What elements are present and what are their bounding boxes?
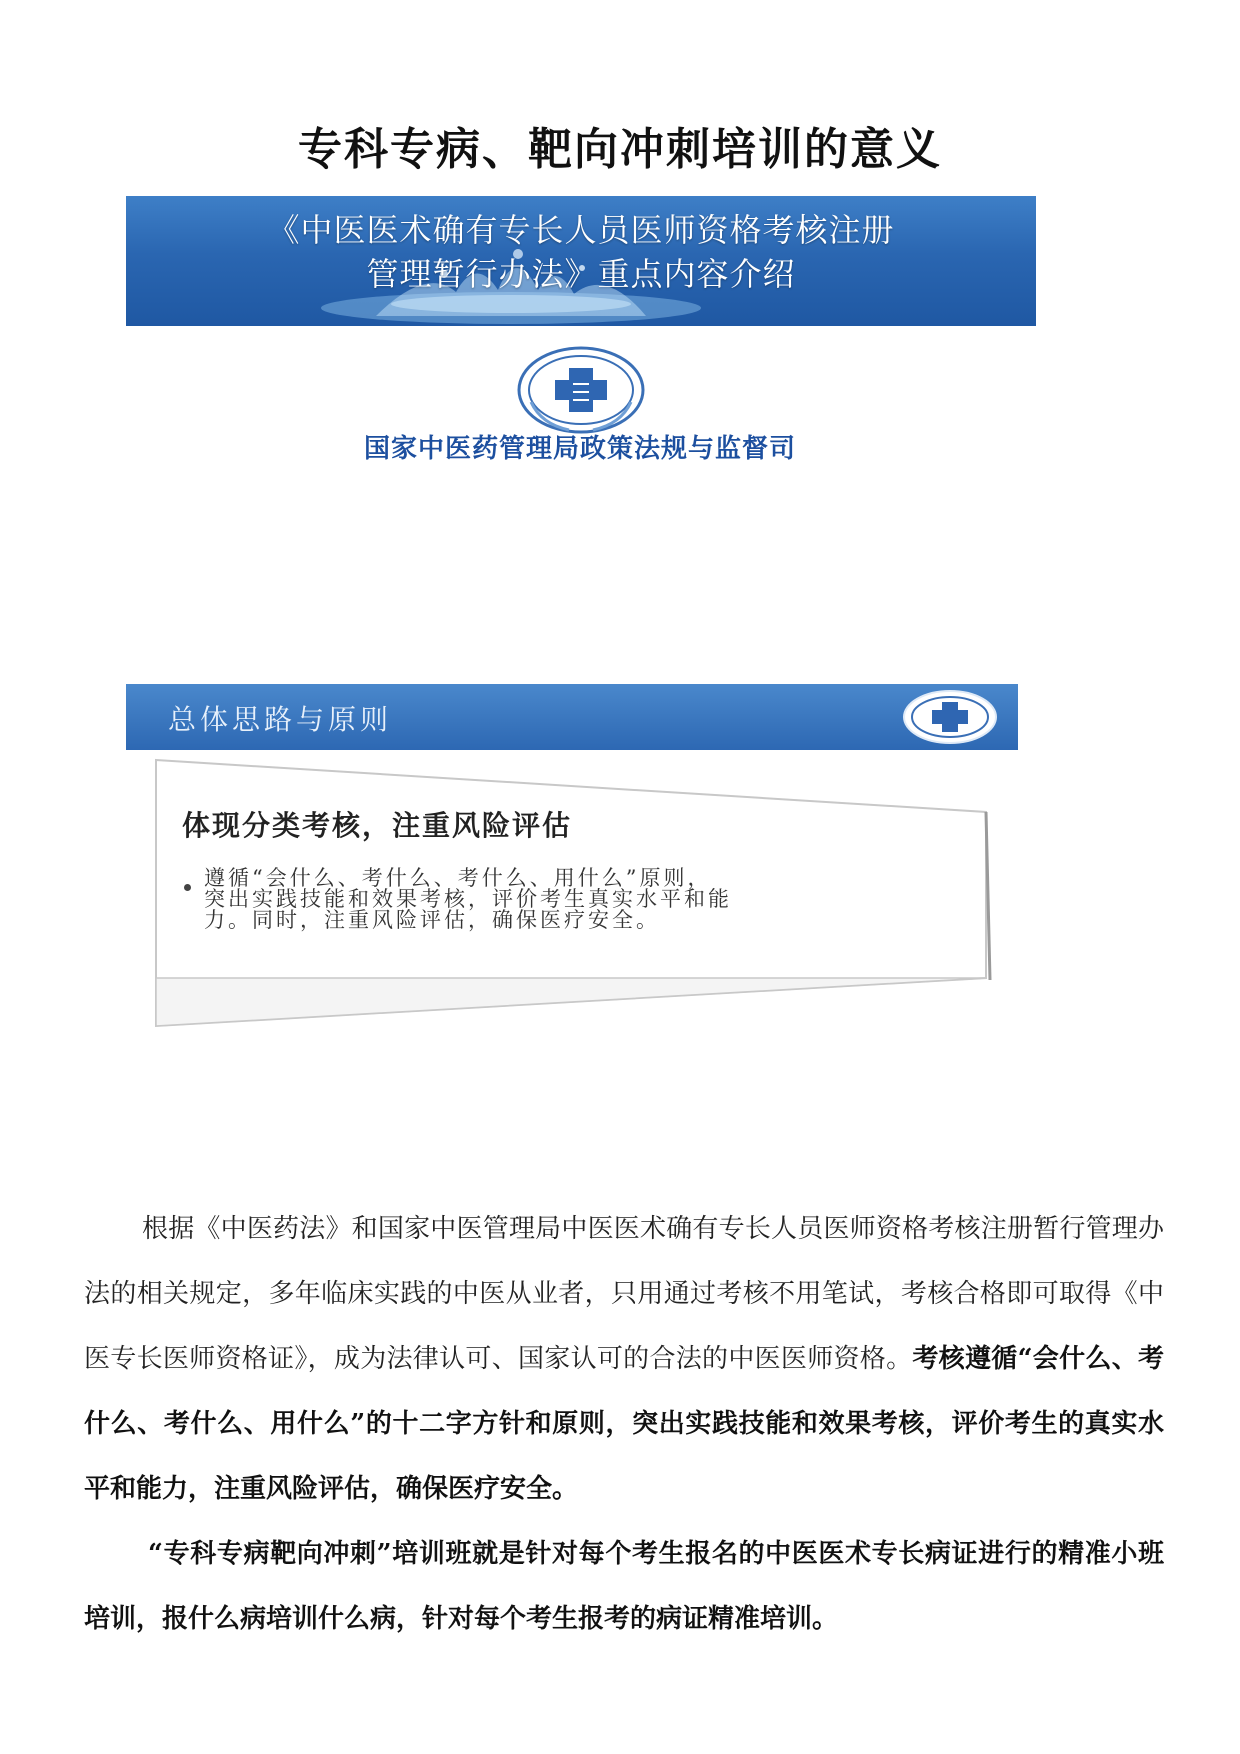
card-heading: 体现分类考核，注重风险评估 xyxy=(182,809,573,842)
slide2-header xyxy=(126,684,1018,750)
medical-cross-emblem-icon xyxy=(511,340,651,436)
card-bullet-line-1: 遵循“会什么、考什么、考什么、用什么”原则， xyxy=(204,866,712,890)
paragraph-2: “专科专病靶向冲刺”培训班就是针对每个考生报名的中医医术专长病证进行的精准小班培训，报什么病培训什么病，针对每个考生报考的病证精准培训。 xyxy=(84,1539,1164,1634)
bullet-dot xyxy=(184,884,191,891)
paragraph-1-bold-text: 考核遵循“会什么、考什么、考什么、用什么”的十二字方针和原则，突出实践技能和效果考核，评价考生的真实水平和能力，注重风险评估，确保医疗安全。 xyxy=(84,1344,1164,1504)
slide1-banner-text xyxy=(126,208,1036,296)
banner-line-2: 管理暂行办法》重点内容介绍 xyxy=(366,255,796,293)
card-bullet-text xyxy=(204,868,944,931)
paragraph-1 xyxy=(84,1197,1164,1522)
card-bullet-line-2: 突出实践技能和效果考核，评价考生真实水平和能 xyxy=(204,887,732,911)
page-title: 专科专病、靶向冲刺培训的意义 xyxy=(298,124,942,175)
medical-cross-emblem-icon xyxy=(900,688,1000,746)
organization-name: 国家中医药管理局政策法规与监督司 xyxy=(363,434,796,464)
slide1-banner xyxy=(126,196,1036,326)
slide2-header-title: 总体思路与原则 xyxy=(168,703,393,736)
banner-line-1: 《中医医术确有专长人员医师资格考核注册 xyxy=(267,211,895,249)
paragraph-1-text: 根据《中医药法》和国家中医管理局中医医术确有专长人员医师资格考核注册暂行管理办法的相关规定，多年临床实践的中医从业者，只用通过考核不用笔试，考核合格即可取得《中医专长医师资格证》，成为法律认可、国家认可的合法的中医医师资格。 xyxy=(84,1214,1164,1374)
card-bullet-line-3: 力。同时，注重风险评估，确保医疗安全。 xyxy=(204,908,660,932)
